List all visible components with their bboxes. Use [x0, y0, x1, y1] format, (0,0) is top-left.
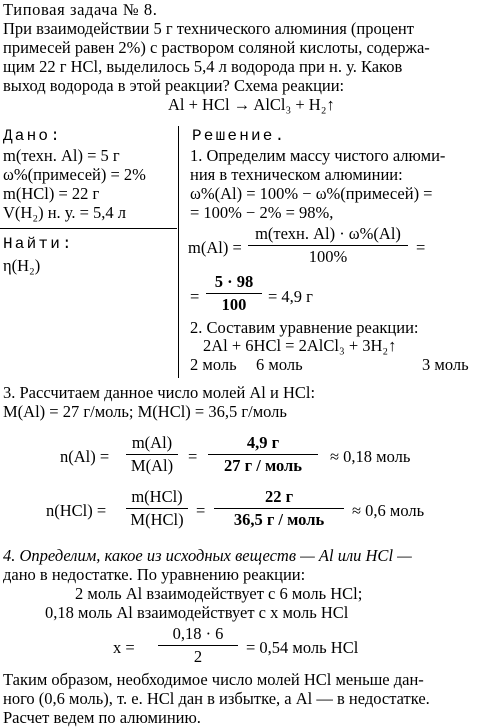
solution-line: 1. Определим массу чистого алюми- — [190, 146, 446, 165]
problem-text-line: При взаимодействии 5 г технического алюминия (процент — [3, 19, 414, 38]
mass-al2-result: = 4,9 г — [268, 287, 313, 306]
mass-al-equals: = — [416, 238, 426, 257]
given-divider — [0, 228, 177, 229]
mole-label-h2: 3 моль — [422, 355, 469, 374]
step2-line: 2. Составим уравнение реакции: — [190, 318, 419, 337]
n-al-fraction — [126, 433, 178, 475]
given-line: ω%(примесей) = 2% — [3, 165, 146, 184]
solution-line: ния в техническом алюминии: — [190, 165, 403, 184]
n-hcl-numerator-value: 22 г — [264, 487, 294, 506]
n-hcl-fraction-values — [214, 487, 344, 529]
solution-label: Решение. — [192, 127, 287, 145]
n-al-equals: = — [188, 447, 198, 466]
given-line: m(техн. Al) = 5 г — [3, 146, 120, 165]
mass-al2-equals: = — [190, 287, 200, 306]
n-hcl-denominator: M(HCl) — [130, 510, 184, 529]
mole-label-hcl: 6 моль — [256, 355, 303, 374]
step4-line: 0,18 моль Al взаимодействует с x моль HCl — [45, 603, 349, 622]
n-al-numerator: m(Al) — [131, 433, 173, 452]
x-numerator: 0,18 · 6 — [172, 624, 224, 643]
mass-al2-numerator: 5 · 98 — [214, 272, 254, 291]
n-al-fraction-values — [208, 433, 318, 475]
x-denominator: 2 — [193, 647, 203, 666]
solution-line: ω%(Al) = 100% − ω%(примесей) = — [190, 184, 433, 203]
problem-text-line: примесей равен 2%) с раствором соляной кислоты, содержа- — [3, 38, 430, 57]
problem-text-line: выход водорода в этой реакции? Схема реакции: — [3, 76, 345, 95]
reaction-equation: 2Al + 6HCl = 2AlCl₃ + 3H₂↑ — [203, 336, 397, 355]
given-label: Дано: — [3, 127, 63, 145]
step3-line: M(Al) = 27 г/моль; M(HCl) = 36,5 г/моль — [3, 402, 287, 421]
given-solution-separator — [178, 126, 179, 378]
conclusion-line: Расчет ведем по алюминию. — [3, 708, 201, 727]
given-line: V(H₂) н. у. = 5,4 л — [3, 203, 127, 222]
x-result: = 0,54 моль HCl — [246, 638, 359, 657]
mass-al2-denominator: 100 — [221, 295, 247, 314]
n-al-denominator-value: 27 г / моль — [224, 456, 302, 475]
n-al-numerator-value: 4,9 г — [246, 433, 280, 452]
n-hcl-fraction — [126, 487, 188, 529]
n-hcl-result: ≈ 0,6 моль — [352, 501, 425, 520]
conclusion-line: Таким образом, необходимое число молей HCl меньше дан- — [3, 670, 424, 689]
mole-label-al: 2 моль — [190, 355, 237, 374]
step4-line: 2 моль Al взаимодействует с 6 моль HCl; — [75, 584, 363, 603]
given-line: m(HCl) = 22 г — [3, 184, 100, 203]
reaction-scheme: Al + HCl → AlCl₃ + H₂↑ — [168, 95, 335, 114]
problem-title: Типовая задача № 8. — [3, 0, 158, 19]
mass-al-fraction — [248, 224, 408, 266]
n-al-denominator: M(Al) — [130, 456, 174, 475]
problem-text-line: щим 22 г HCl, выделилось 5,4 л водорода при н. у. Каков — [3, 57, 403, 76]
n-hcl-denominator-value: 36,5 г / моль — [233, 510, 325, 529]
n-hcl-lhs: n(HCl) = — [46, 501, 107, 520]
find-label: Найти: — [3, 235, 74, 253]
n-hcl-numerator: m(HCl) — [131, 487, 183, 506]
conclusion-line: ного (0,6 моль), т. е. HCl дан в избытке, а Al — в недостатке. — [3, 689, 430, 708]
n-al-result: ≈ 0,18 моль — [330, 447, 411, 466]
x-lhs: x = — [113, 638, 135, 657]
step4-line: дано в недостатке. По уравнению реакции: — [3, 565, 306, 584]
step3-line: 3. Рассчитаем данное число молей Al и HCl: — [3, 383, 316, 402]
x-fraction — [158, 624, 238, 666]
mass-al2-fraction — [206, 272, 262, 314]
solution-line: = 100% − 2% = 98%, — [190, 203, 334, 222]
mass-al-numerator: m(техн. Al) · ω%(Al) — [255, 224, 401, 243]
mass-al-lhs: m(Al) = — [188, 238, 242, 257]
n-al-lhs: n(Al) = — [60, 447, 110, 466]
n-hcl-equals: = — [196, 501, 206, 520]
find-value: η(H₂) — [3, 256, 41, 275]
mass-al-denominator: 100% — [308, 247, 348, 266]
step4-line: 4. Определим, какое из исходных веществ — Al или HCl — — [3, 546, 412, 565]
